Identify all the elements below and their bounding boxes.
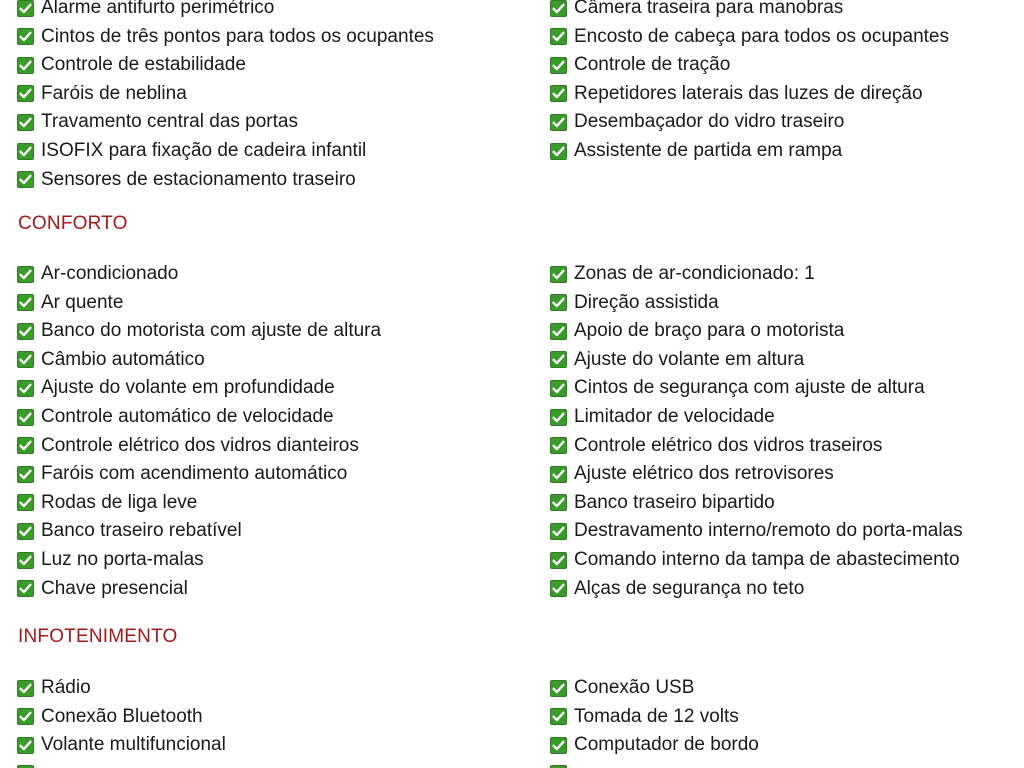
checkbox-checked-icon	[17, 85, 34, 102]
checkbox-checked-icon	[17, 351, 34, 368]
feature-item	[17, 23, 434, 51]
checkbox-checked-icon	[550, 294, 567, 311]
checkbox-checked-icon	[550, 380, 567, 397]
checkbox-checked-icon	[17, 114, 34, 131]
feature-label: Desembaçador do vidro traseiro	[574, 111, 845, 133]
checkbox-checked-icon	[17, 494, 34, 511]
feature-item	[550, 51, 730, 79]
checkbox-checked-icon	[550, 28, 567, 45]
feature-item	[550, 80, 923, 108]
feature-label: Ar quente	[41, 291, 124, 313]
section-title: CONFORTO	[18, 213, 128, 234]
checkbox-checked-icon	[550, 437, 567, 454]
checkbox-checked-icon	[550, 114, 567, 131]
feature-item	[17, 703, 203, 731]
feature-label: Conexão Bluetooth	[41, 705, 203, 727]
feature-item	[17, 760, 41, 768]
checkbox-checked-icon	[550, 494, 567, 511]
checkbox-checked-icon	[17, 708, 34, 725]
feature-item	[550, 489, 775, 517]
feature-label: Alarme antifurto perimétrico	[41, 0, 275, 18]
checkbox-checked-icon	[17, 0, 34, 17]
checkbox-checked-icon	[550, 351, 567, 368]
feature-item	[17, 460, 347, 488]
feature-label: Banco traseiro bipartido	[574, 491, 775, 513]
feature-label: Controle de estabilidade	[41, 54, 246, 76]
checkbox-checked-icon	[550, 680, 567, 697]
feature-item	[17, 137, 366, 165]
feature-item	[17, 51, 246, 79]
feature-item	[17, 317, 381, 345]
feature-label: Tomada de 12 volts	[574, 705, 739, 727]
feature-item	[550, 317, 844, 345]
feature-label: Ar-condicionado	[41, 263, 179, 284]
feature-item	[17, 374, 335, 402]
feature-label: Ajuste do volante em profundidade	[41, 377, 335, 399]
feature-label: Banco do motorista com ajuste de altura	[41, 320, 382, 342]
checkbox-checked-icon	[17, 323, 34, 340]
checkbox-checked-icon	[550, 85, 567, 102]
feature-label: Rodas de liga leve	[41, 491, 198, 513]
feature-label: Repetidores laterais das luzes de direção	[574, 82, 923, 104]
feature-item	[17, 575, 188, 603]
checkbox-checked-icon	[550, 737, 567, 754]
feature-item	[550, 460, 834, 488]
feature-label: Destravamento interno/remoto do porta-malas	[574, 520, 963, 542]
feature-label: Controle de tração	[574, 54, 731, 76]
feature-item	[17, 108, 298, 136]
checkbox-checked-icon	[17, 737, 34, 754]
checkbox-checked-icon	[550, 57, 567, 74]
checkbox-checked-icon	[550, 143, 567, 160]
feature-item	[17, 546, 204, 574]
checkbox-checked-icon	[17, 28, 34, 45]
feature-label: Limitador de velocidade	[574, 406, 775, 427]
feature-item	[17, 674, 91, 702]
feature-item	[550, 432, 882, 460]
checkbox-checked-icon	[17, 143, 34, 160]
feature-label: Volante multifuncional	[41, 734, 226, 756]
checkbox-checked-icon	[550, 552, 567, 569]
feature-item	[550, 674, 694, 702]
checkbox-checked-icon	[17, 171, 34, 188]
feature-item	[550, 403, 775, 431]
feature-label: Controle elétrico dos vidros traseiros	[574, 434, 883, 456]
feature-item	[17, 346, 205, 374]
feature-label: Ajuste do volante em altura	[574, 348, 805, 370]
feature-item	[550, 289, 719, 317]
checkbox-checked-icon	[550, 409, 567, 426]
feature-label: Computador de bordo	[574, 734, 759, 756]
feature-label: Chave presencial	[41, 577, 188, 599]
feature-item	[17, 260, 178, 288]
feature-label: Cintos de três pontos para todos os ocupantes	[41, 25, 434, 47]
checkbox-checked-icon	[550, 580, 567, 597]
checkbox-checked-icon	[17, 552, 34, 569]
checkbox-checked-icon	[17, 437, 34, 454]
feature-item	[550, 546, 960, 574]
feature-label: ISOFIX para fixação de cadeira infantil	[41, 140, 367, 161]
checkbox-checked-icon	[17, 523, 34, 540]
checkbox-checked-icon	[550, 466, 567, 483]
feature-item	[550, 23, 949, 51]
feature-label: Encosto de cabeça para todos os ocupantes	[574, 25, 949, 47]
feature-item	[550, 260, 815, 288]
feature-label: Comando interno da tampa de abastecimento	[574, 549, 960, 570]
feature-item	[17, 731, 226, 759]
feature-item	[550, 760, 574, 768]
feature-label: Câmbio automático	[41, 348, 205, 370]
checkbox-checked-icon	[17, 57, 34, 74]
feature-label: Banco traseiro rebatível	[41, 520, 242, 542]
feature-item	[17, 489, 197, 517]
feature-item	[17, 403, 334, 431]
feature-label: Câmera traseira para manobras	[574, 0, 844, 18]
checkbox-checked-icon	[17, 380, 34, 397]
feature-label: Zonas de ar-condicionado: 1	[574, 263, 815, 284]
checkbox-checked-icon	[17, 294, 34, 311]
feature-label: Conexão USB	[574, 677, 695, 698]
feature-label: Cintos de segurança com ajuste de altura	[574, 377, 925, 399]
feature-label: Controle automático de velocidade	[41, 406, 334, 427]
feature-label: Ajuste elétrico dos retrovisores	[574, 463, 834, 485]
checkbox-checked-icon	[550, 323, 567, 340]
feature-item	[550, 346, 804, 374]
feature-label: Controle elétrico dos vidros dianteiros	[41, 434, 359, 456]
feature-label: Alças de segurança no teto	[574, 577, 805, 599]
feature-item	[550, 0, 843, 22]
feature-item	[17, 80, 187, 108]
section-title: INFOTENIMENTO	[18, 626, 178, 647]
feature-label: Sensores de estacionamento traseiro	[41, 168, 356, 190]
feature-item	[550, 374, 925, 402]
feature-item	[17, 0, 274, 22]
checkbox-checked-icon	[17, 266, 34, 283]
feature-item	[550, 731, 759, 759]
feature-label: Luz no porta-malas	[41, 549, 204, 570]
feature-item	[550, 137, 842, 165]
feature-item	[17, 432, 359, 460]
feature-label: Direção assistida	[574, 291, 719, 313]
feature-label: Rádio	[41, 677, 91, 698]
feature-item	[550, 703, 739, 731]
feature-item	[17, 517, 242, 545]
feature-item	[17, 166, 356, 194]
checkbox-checked-icon	[17, 466, 34, 483]
feature-item	[550, 517, 963, 545]
feature-item	[550, 108, 844, 136]
checkbox-checked-icon	[550, 266, 567, 283]
feature-item	[550, 575, 804, 603]
checkbox-checked-icon	[17, 680, 34, 697]
checkbox-checked-icon	[550, 708, 567, 725]
checkbox-checked-icon	[550, 523, 567, 540]
checkbox-checked-icon	[17, 580, 34, 597]
feature-label: Assistente de partida em rampa	[574, 140, 843, 161]
feature-item	[17, 289, 123, 317]
checkbox-checked-icon	[550, 0, 567, 17]
feature-label: Faróis com acendimento automático	[41, 463, 348, 485]
feature-label: Faróis de neblina	[41, 82, 187, 104]
feature-label: Apoio de braço para o motorista	[574, 320, 845, 342]
feature-label: Travamento central das portas	[41, 111, 298, 133]
checkbox-checked-icon	[17, 409, 34, 426]
